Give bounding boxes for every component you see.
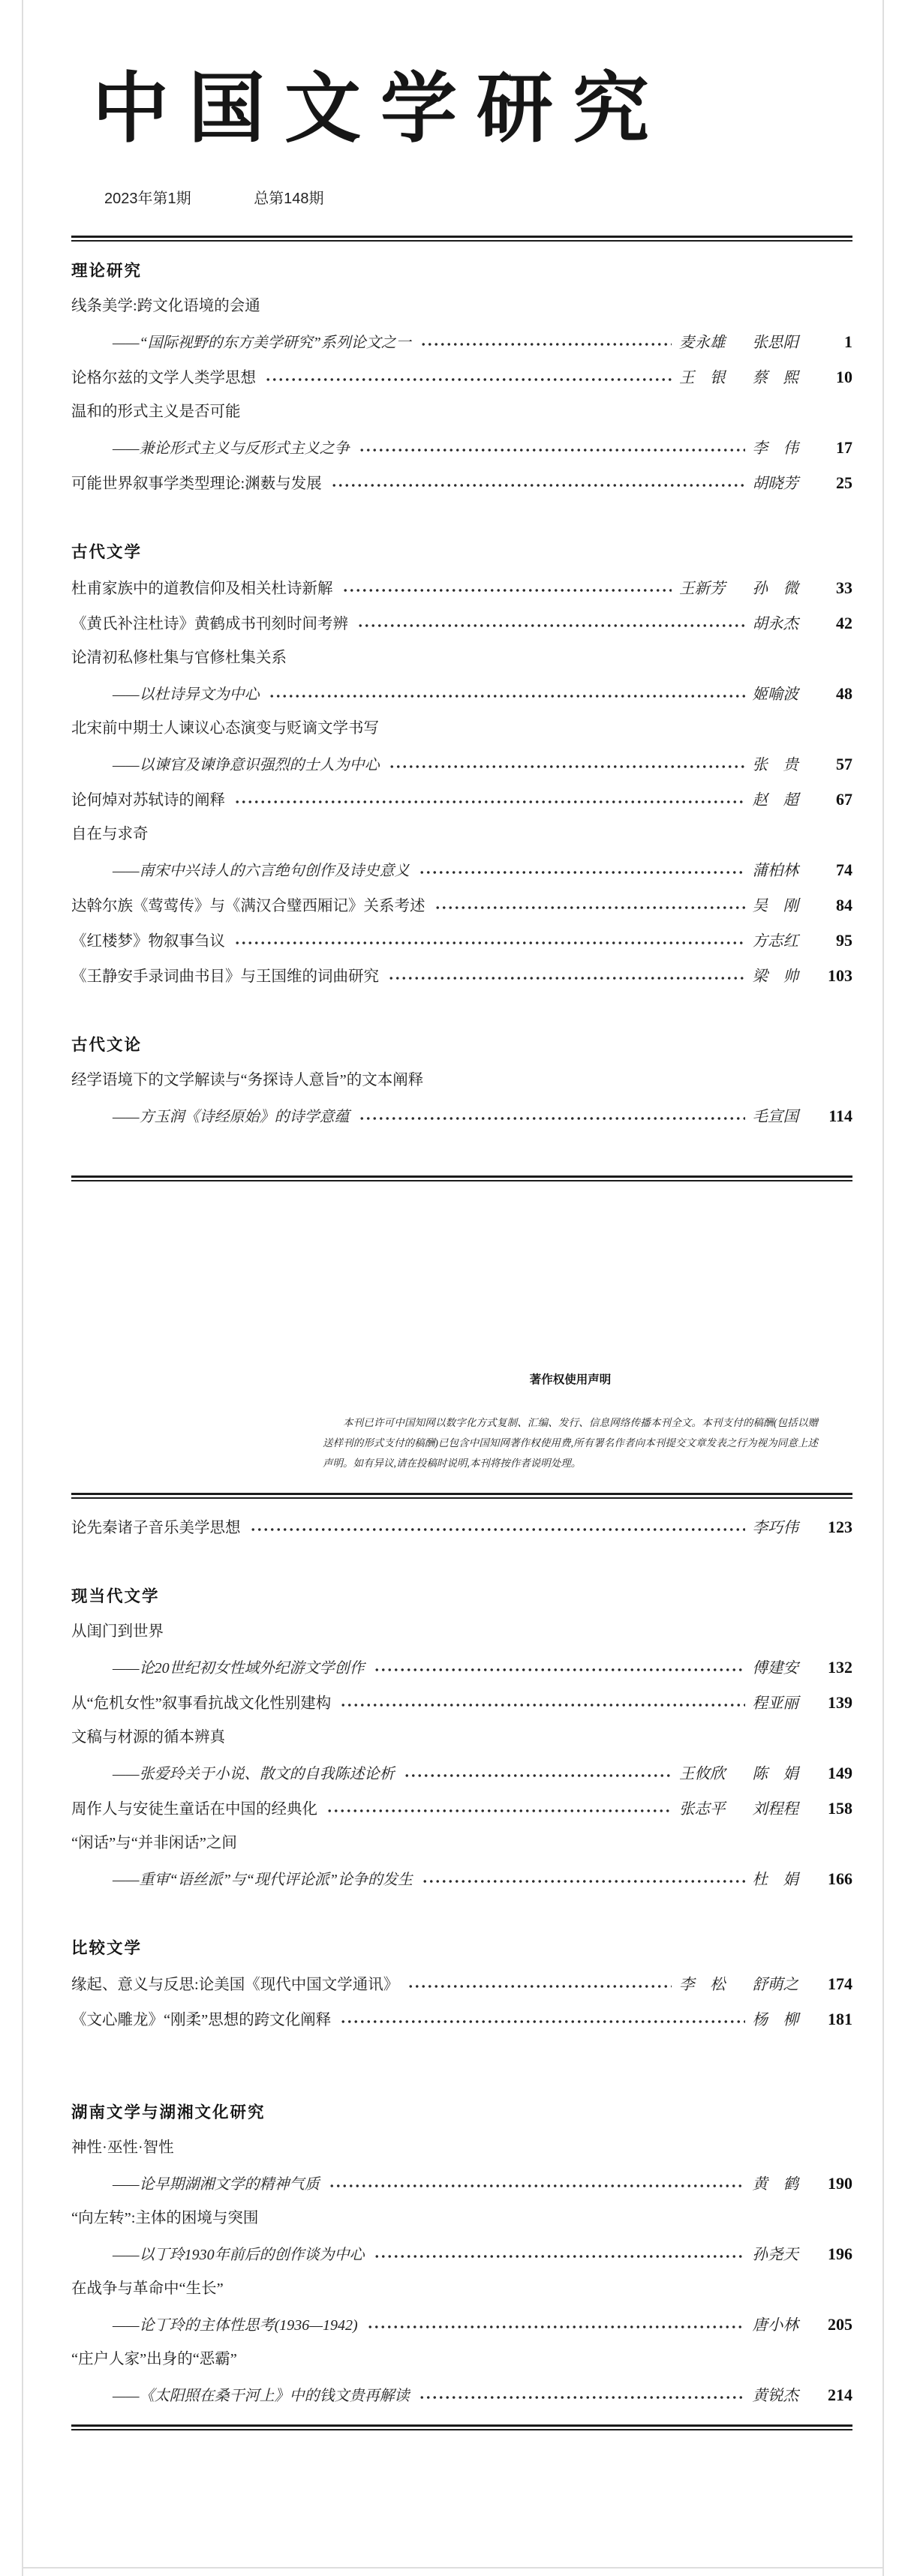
entry-page-number: 214 — [828, 2385, 852, 2404]
divider-rule — [71, 2424, 852, 2430]
dot-leader — [419, 869, 745, 876]
dot-leader — [329, 2182, 745, 2190]
author-name: 陈 娟 — [752, 1766, 798, 1782]
entry-title: “向左转”:主体的困境与突围 — [71, 2210, 259, 2226]
author-name: 黄 鹤 — [752, 2176, 798, 2193]
entry-authors — [753, 889, 799, 924]
section-heading: 比较文学 — [71, 1939, 143, 1957]
entry-authors — [753, 2167, 799, 2202]
entry-authors — [753, 1651, 799, 1686]
entry-title: 文稿与材源的循本辨真 — [71, 1729, 225, 1746]
dot-leader — [265, 376, 672, 383]
entry-authors — [753, 2379, 799, 2414]
author-name: 黄锐杰 — [752, 2388, 798, 2404]
toc-entry — [71, 2201, 852, 2271]
author-name: 张思阳 — [752, 335, 798, 351]
toc-entry — [71, 1966, 852, 2001]
entry-authors — [753, 1686, 799, 1722]
toc-entry — [71, 1685, 852, 1720]
author-name: 吴 刚 — [752, 898, 798, 914]
entry-detail-row — [71, 852, 852, 887]
entry-title: 神性·巫性·智性 — [71, 2139, 174, 2156]
author-name: 李巧伟 — [752, 1520, 798, 1536]
dot-leader — [340, 2018, 744, 2025]
section-heading: 理论研究 — [71, 262, 143, 280]
masthead — [71, 0, 852, 212]
entry-authors — [753, 2003, 799, 2038]
entry-detail-row — [71, 887, 852, 923]
entry-title: 北宋前中期士人谏议心态演变与贬谪文学书写 — [71, 720, 379, 737]
entry-title-row — [71, 289, 852, 324]
toc-entry — [71, 1063, 852, 1133]
entry-page-number: 149 — [828, 1764, 852, 1782]
dot-leader — [357, 622, 745, 629]
entry-title-row — [71, 711, 852, 746]
author-name: 胡晓芳 — [752, 476, 798, 492]
entry-title: 《王静安手录词曲书目》与王国维的词曲研究 — [71, 968, 379, 985]
entry-detail-row — [71, 958, 852, 993]
section-heading: 湖南文学与湖湘文化研究 — [71, 2103, 266, 2121]
author-name: 赵 超 — [752, 792, 798, 809]
entry-subtitle: ——方玉润《诗经原始》的诗学意蕴 — [113, 1109, 350, 1125]
entry-detail-row — [71, 570, 852, 605]
author-name: 杨 柳 — [752, 2012, 798, 2028]
author-name: 唐小林 — [752, 2317, 798, 2334]
entry-detail-row — [71, 782, 852, 817]
entry-title: 线条美学:跨文化语境的会通 — [71, 298, 260, 314]
entry-detail-row — [71, 465, 852, 500]
dot-leader — [234, 798, 745, 806]
entry-authors — [679, 1757, 798, 1792]
entry-title-row — [71, 395, 852, 430]
dot-leader — [419, 2394, 745, 2401]
entry-title-row — [71, 2130, 852, 2166]
dot-leader — [269, 692, 745, 700]
entry-detail-row — [71, 359, 852, 395]
entry-authors — [679, 326, 798, 361]
entry-subtitle: ——“国际视野的东方美学研究”系列论文之一 — [113, 335, 411, 351]
entry-detail-row — [71, 1685, 852, 1720]
author-name: 杜 娟 — [752, 1872, 798, 1888]
entry-authors — [753, 959, 799, 995]
entry-authors — [679, 572, 798, 607]
entry-title: 杜甫家族中的道教信仰及相关杜诗新解 — [71, 581, 333, 597]
dot-leader — [340, 1701, 744, 1709]
entry-title: 论何焯对苏轼诗的阐释 — [71, 792, 225, 809]
entry-page-number: 57 — [836, 755, 852, 773]
author-name: 王攸欣 — [679, 1766, 726, 1782]
dot-leader — [389, 763, 745, 770]
dot-leader — [326, 1807, 672, 1815]
entry-authors — [753, 1511, 799, 1546]
entry-title-row — [71, 2342, 852, 2377]
entry-authors — [753, 431, 799, 467]
entry-authors — [753, 677, 799, 713]
toc-entry — [71, 641, 852, 711]
entry-subtitle: ——张爱玲关于小说、散文的自我陈述论析 — [113, 1766, 395, 1782]
entry-authors — [753, 2238, 799, 2273]
dot-leader — [420, 341, 672, 348]
copyright-notice — [323, 1369, 818, 1473]
dot-leader — [374, 2253, 745, 2260]
entry-title: 《文心雕龙》“刚柔”思想的跨文化阐释 — [71, 2012, 332, 2028]
author-name: 梁 帅 — [752, 968, 798, 985]
entry-page-number: 139 — [828, 1693, 852, 1712]
entry-authors — [753, 854, 799, 889]
entry-page-number: 74 — [836, 860, 852, 879]
entry-authors — [753, 467, 799, 502]
entry-title-row — [71, 2201, 852, 2236]
author-name: 傅建安 — [752, 1660, 798, 1677]
toc-entry — [71, 1509, 852, 1545]
entry-title-row — [71, 1063, 852, 1098]
author-name: 李 伟 — [752, 440, 798, 457]
header-divider-rule — [71, 236, 852, 242]
entry-page-number: 84 — [836, 896, 852, 914]
entry-detail-row — [71, 2307, 852, 2342]
entry-title: 从闺门到世界 — [71, 1623, 164, 1640]
entry-title-row — [71, 641, 852, 676]
dot-leader — [367, 2323, 745, 2331]
entry-page-number: 196 — [828, 2244, 852, 2263]
entry-title: 经学语境下的文学解读与“务探诗人意旨”的文本阐释 — [71, 1072, 424, 1088]
author-name: 舒萌之 — [752, 1977, 798, 1993]
dot-leader — [407, 1983, 672, 1990]
author-name: 王新芳 — [679, 581, 726, 597]
dot-leader — [331, 482, 745, 489]
entry-subtitle: ——论早期湖湘文学的精神气质 — [113, 2176, 320, 2193]
section-heading: 古代文论 — [71, 1036, 143, 1054]
toc-entry — [71, 605, 852, 641]
entry-title: 论清初私修杜集与官修杜集关系 — [71, 650, 287, 666]
dot-leader — [388, 974, 745, 982]
entry-title: 自在与求奇 — [71, 826, 149, 842]
toc-entry — [71, 1720, 852, 1791]
author-name: 张 贵 — [752, 757, 798, 773]
entry-authors — [679, 1968, 798, 2003]
entry-authors — [753, 1100, 799, 1135]
divider-rule — [71, 1175, 852, 1181]
entry-page-number: 42 — [836, 614, 852, 632]
entry-detail-row — [71, 2166, 852, 2201]
volume-label: 总第148期 — [254, 191, 324, 207]
entry-subtitle: ——《太阳照在桑干河上》中的钱文贵再解读 — [113, 2388, 410, 2404]
dot-leader — [359, 446, 745, 454]
entry-detail-row — [71, 1966, 852, 2001]
entry-subtitle: ——南宋中兴诗人的六言绝句创作及诗史意义 — [113, 863, 410, 879]
entry-page-number: 48 — [836, 684, 852, 703]
entry-authors — [679, 361, 798, 396]
author-name: 程亚丽 — [752, 1695, 798, 1712]
entry-detail-row — [71, 430, 852, 465]
entry-detail-row — [71, 2377, 852, 2412]
entry-page-number: 103 — [828, 966, 852, 985]
entry-detail-row — [71, 1098, 852, 1133]
entry-title-row — [71, 817, 852, 852]
toc-entry — [71, 1826, 852, 1896]
author-name: 胡永杰 — [752, 616, 798, 632]
entry-subtitle: ——以丁玲1930年前后的创作谈为中心 — [113, 2247, 365, 2263]
entry-title: 论先秦诸子音乐美学思想 — [71, 1520, 241, 1536]
toc-entry — [71, 782, 852, 817]
entry-subtitle: ——论20世纪初女性域外纪游文学创作 — [113, 1660, 365, 1677]
copyright-notice-title: 著作权使用声明 — [529, 1374, 612, 1386]
author-name: 麦永雄 — [679, 335, 726, 351]
entry-page-number: 114 — [828, 1106, 852, 1125]
toc-entry — [71, 570, 852, 605]
entry-title: 《黄氏补注杜诗》黄鹤成书刊刻时间考辨 — [71, 616, 348, 632]
entry-page-number: 67 — [836, 790, 852, 809]
author-name: 蔡 熙 — [752, 370, 798, 386]
toc-entry — [71, 2130, 852, 2201]
entry-title: 可能世界叙事学类型理论:渊薮与发展 — [71, 476, 322, 492]
section-heading: 现当代文学 — [71, 1587, 160, 1605]
issue-label: 2023年第1期 — [104, 191, 191, 207]
entry-page-number: 181 — [828, 2010, 852, 2028]
toc-entry — [71, 2342, 852, 2412]
dot-leader — [342, 587, 672, 594]
toc-entry — [71, 465, 852, 500]
toc-entry — [71, 1614, 852, 1685]
entry-page-number: 33 — [836, 578, 852, 597]
copyright-notice-body: 本刊已许可中国知网以数字化方式复制、汇编、发行、信息网络传播本刊全文。本刊支付的稿酬(包括以赠送样刊的形式支付的稿酬)已包含中国知网著作权使用费,所有署名作者向本刊提交文章发表之行为视为同意上述声明。如有异议,请在投稿时说明,本刊将按作者说明处理。 — [323, 1417, 818, 1469]
toc-entry — [71, 359, 852, 395]
entry-title: 达斡尔族《莺莺传》与《满汉合璧西厢记》关系考述 — [71, 898, 425, 914]
entry-title: “闲话”与“并非闲话”之间 — [71, 1835, 237, 1851]
entry-title-row — [71, 1720, 852, 1755]
author-name: 李 松 — [679, 1977, 726, 1993]
entry-detail-row — [71, 2001, 852, 2037]
author-name: 姬喻波 — [752, 686, 798, 703]
dot-leader — [374, 1666, 745, 1674]
entry-page-number: 17 — [836, 438, 852, 457]
entry-detail-row — [71, 1791, 852, 1826]
toc-entry — [71, 817, 852, 887]
entry-detail-row — [71, 1650, 852, 1685]
toc-entry — [71, 289, 852, 359]
author-name: 张志平 — [679, 1801, 726, 1818]
entry-title-row — [71, 1826, 852, 1861]
entry-title-row — [71, 2271, 852, 2307]
section-heading: 古代文学 — [71, 543, 143, 561]
divider-rule — [71, 1493, 852, 1499]
entry-detail-row — [71, 605, 852, 641]
entry-title: 在战争与革命中“生长” — [71, 2280, 224, 2297]
toc-entry — [71, 395, 852, 465]
author-name: 刘程程 — [752, 1801, 798, 1818]
dot-leader — [404, 1772, 672, 1779]
entry-title: 温和的形式主义是否可能 — [71, 404, 241, 420]
entry-page-number: 158 — [828, 1799, 852, 1818]
entry-subtitle: ——论丁玲的主体性思考(1936—1942) — [113, 2317, 358, 2334]
entry-page-number: 174 — [828, 1974, 852, 1993]
entry-page-number: 132 — [828, 1658, 852, 1677]
author-name: 方志红 — [752, 933, 798, 950]
entry-authors — [753, 607, 799, 642]
entry-authors — [753, 748, 799, 783]
entry-subtitle: ——兼论形式主义与反形式主义之争 — [113, 440, 350, 457]
entry-authors — [753, 783, 799, 818]
entry-title-row — [71, 1614, 852, 1650]
toc-entry — [71, 1791, 852, 1826]
entry-page-number: 95 — [836, 931, 852, 950]
entry-detail-row — [71, 2236, 852, 2271]
entry-page-number: 190 — [828, 2174, 852, 2193]
entry-title: “庄户人家”出身的“恶霸” — [71, 2351, 237, 2367]
dot-leader — [234, 939, 745, 947]
entry-subtitle: ——以谏官及谏诤意识强烈的士人为中心 — [113, 757, 380, 773]
entry-page-number: 1 — [844, 332, 852, 351]
toc-entry — [71, 887, 852, 923]
entry-detail-row — [71, 746, 852, 782]
author-name: 蒲柏林 — [752, 863, 798, 879]
entry-title: 论格尔兹的文学人类学思想 — [71, 370, 256, 386]
dot-leader — [422, 1878, 744, 1885]
dot-leader — [250, 1526, 745, 1533]
entry-page-number: 123 — [828, 1518, 852, 1536]
entry-page-number: 10 — [836, 368, 852, 386]
entry-authors — [753, 924, 799, 959]
table-of-contents — [71, 254, 852, 2430]
entry-authors — [753, 2308, 799, 2343]
entry-detail-row — [71, 676, 852, 711]
author-name: 王 银 — [679, 370, 726, 386]
author-name: 孙 微 — [752, 581, 798, 597]
author-name: 毛宣国 — [752, 1109, 798, 1125]
entry-title: 《红楼梦》物叙事刍议 — [71, 933, 225, 950]
entry-title: 缘起、意义与反思:论美国《现代中国文学通讯》 — [71, 1977, 399, 1993]
toc-entry — [71, 958, 852, 993]
entry-detail-row — [71, 324, 852, 359]
page-scan-edge-bottom — [22, 2567, 882, 2568]
toc-entry — [71, 711, 852, 782]
dot-leader — [434, 904, 745, 911]
entry-detail-row — [71, 1861, 852, 1896]
toc-entry — [71, 2001, 852, 2037]
dot-leader — [359, 1115, 745, 1122]
toc-entry — [71, 923, 852, 958]
journal-title: 中国文学研究 — [92, 68, 669, 152]
entry-detail-row — [71, 1509, 852, 1545]
entry-page-number: 205 — [828, 2315, 852, 2334]
entry-page-number: 166 — [828, 1869, 852, 1888]
issue-line — [92, 186, 852, 212]
entry-detail-row — [71, 923, 852, 958]
entry-page-number: 25 — [836, 473, 852, 492]
entry-detail-row — [71, 1755, 852, 1791]
entry-subtitle: ——重审“语丝派”与“现代评论派”论争的发生 — [113, 1872, 413, 1888]
entry-title: 从“危机女性”叙事看抗战文化性别建构 — [71, 1695, 332, 1712]
entry-subtitle: ——以杜诗异文为中心 — [113, 686, 260, 703]
entry-title: 周作人与安徒生童话在中国的经典化 — [71, 1801, 317, 1818]
entry-authors — [679, 1792, 798, 1827]
author-name: 孙尧天 — [752, 2247, 798, 2263]
entry-authors — [753, 1863, 799, 1898]
toc-entry — [71, 2271, 852, 2342]
